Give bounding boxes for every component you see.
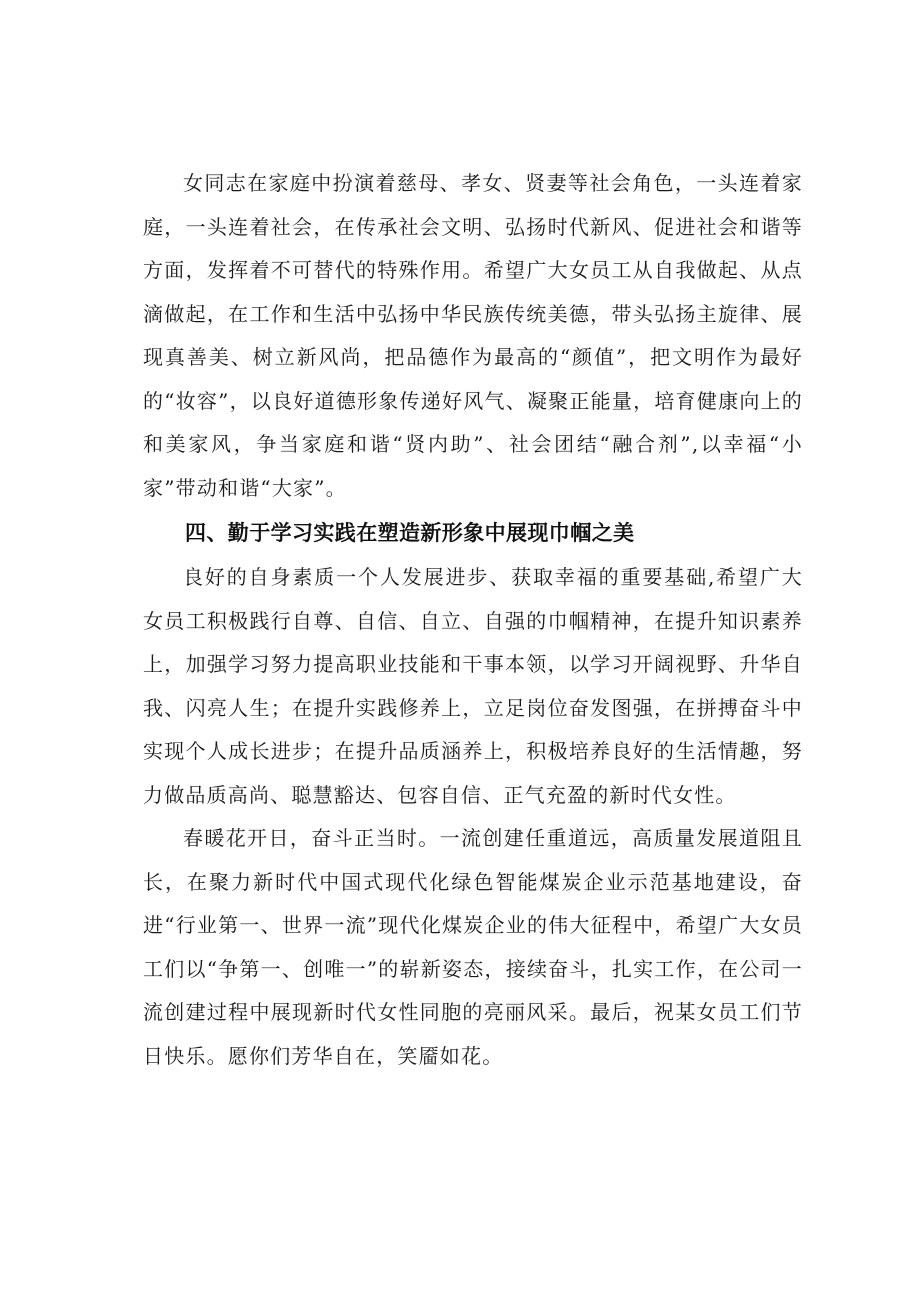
paragraph-family-role: 女同志在家庭中扮演着慈母、孝女、贤妻等社会角色，一头连着家庭，一头连着社会，在传承社会文明、弘扬时代新风、促进社会和谐等方面，发挥着不可替代的特殊作用。希望广大女员工从自我做起、从点滴做起，在工作和生活中弘扬中华民族传统美德，带头弘扬主旋律、展现真善美、树立新风尚，把品德作为最高的“颜值”，把文明作为最好的“妆容”，以良好道德形象传递好风气、凝聚正能量，培育健康向上的和美家风，争当家庭和谐“贤内助”、社会团结“融合剂”,以幸福“小家”带动和谐“大家”。: [143, 171, 803, 500]
paragraph-closing: 春暖花开日，奋斗正当时。一流创建任重道远，高质量发展道阻且长，在聚力新时代中国式现代化绿色智能煤炭企业示范基地建设，奋进“行业第一、世界一流”现代化煤炭企业的伟大征程中，希望广大女员工们以“争第一、创唯一”的崭新姿态，接续奋斗，扎实工作，在公司一流创建过程中展现新时代女性同胞的亮丽风采。最后，祝某女员工们节日快乐。愿你们芳华自在，笑靥如花。: [143, 826, 803, 1068]
paragraph-self-quality: 良好的自身素质一个人发展进步、获取幸福的重要基础,希望广大女员工积极践行自尊、自信、自立、自强的巾帼精神，在提升知识素养上，加强学习努力提高职业技能和干事本领，以学习开阔视野、升华自我、闪亮人生；在提升实践修养上，立足岗位奋发图强，在拼搏奋斗中实现个人成长进步；在提升品质涵养上，积极培养良好的生活情趣，努力做品质高尚、聪慧豁达、包容自信、正气充盈的新时代女性。: [143, 565, 803, 807]
document-body: [143, 162, 803, 1078]
section-heading-four: 四、勤于学习实践在塑造新形象中展现巾帼之美: [185, 521, 635, 545]
